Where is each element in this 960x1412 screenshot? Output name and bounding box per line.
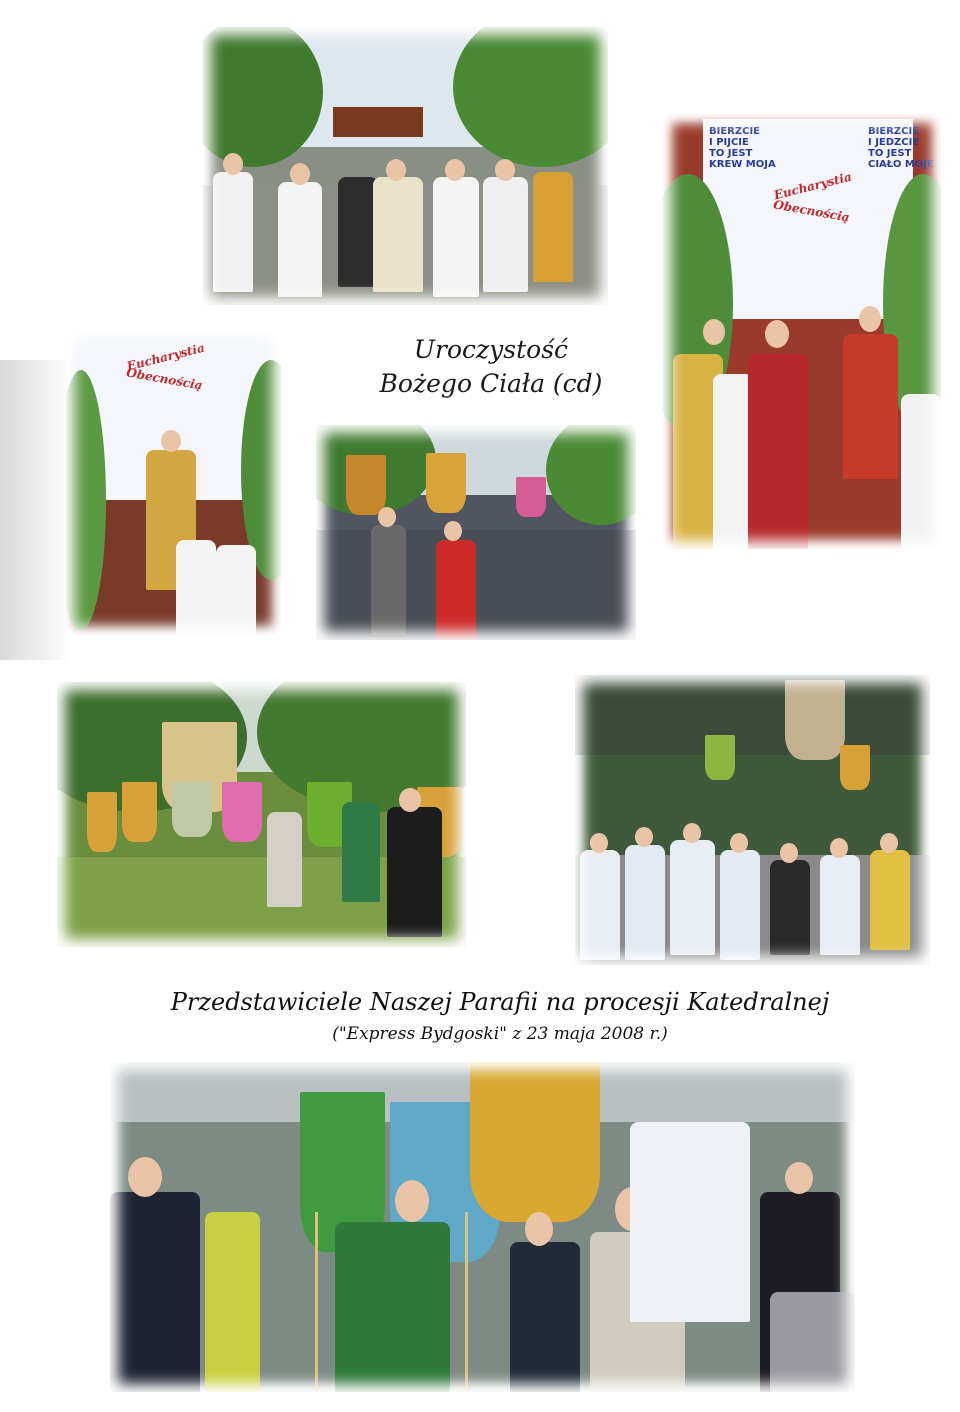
sign-eucharystia-2: Eucharystia [125,340,207,374]
photo-banners-grass [57,682,466,947]
title-line-1: Uroczystość [413,335,569,364]
subcaption: ("Express Bydgoski" z 23 maja 2008 r.) [332,1024,668,1044]
caption: Przedstawiciele Naszej Parafii na procesji Katedralnej [170,988,830,1016]
photo-children-banners-street [316,425,636,640]
page-title [366,333,616,401]
photo-altar-servers [575,675,930,965]
photo-altar-priests [663,114,941,549]
photo-procession-canopy [203,27,608,305]
sign-obecnoscia: Obecnością [772,197,851,225]
sign-eucharystia: Eucharystia [772,169,854,203]
sign-obecnoscia-2: Obecnością [125,365,204,393]
photo-procession-large [110,1062,855,1392]
page-shadow [0,360,70,660]
photo-altar-left [66,330,281,635]
title-line-2: Bożego Ciała (cd) [379,369,603,398]
sign-text-right: BIERZCIE I PIJCIE TO JEST KREW MOJA [709,126,776,170]
sign-text-left: BIERZCIE I JEDZCIE TO JEST CIAŁO MOJE [868,126,934,170]
